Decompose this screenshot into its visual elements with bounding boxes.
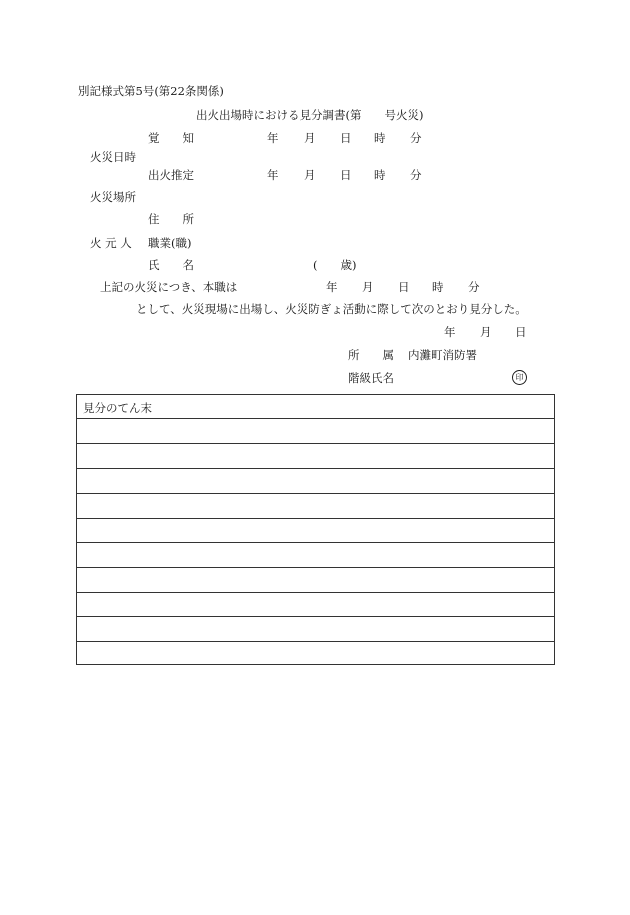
statement-day: 日: [398, 280, 410, 294]
origin-person-label: 火 元 人: [90, 236, 132, 250]
date-day: 日: [515, 325, 527, 339]
discovery-year: 年: [267, 131, 279, 145]
statement-year: 年: [326, 280, 338, 294]
affiliation-value: 内灘町消防署: [408, 348, 477, 362]
estimated-day: 日: [340, 168, 352, 182]
findings-header: [77, 395, 554, 419]
affiliation-label: 所 属: [348, 348, 394, 362]
findings-row[interactable]: [77, 518, 554, 519]
date-month: 月: [480, 325, 492, 339]
discovery-label: 覚 知: [148, 131, 194, 145]
estimated-month: 月: [304, 168, 316, 182]
findings-row[interactable]: [77, 468, 554, 469]
findings-row[interactable]: [77, 616, 554, 617]
estimated-hour: 時: [374, 168, 386, 182]
statement-line2: として、火災現場に出場し、火災防ぎょ活動に際して次のとおり見分した。: [136, 302, 527, 316]
name-label: 氏 名: [148, 258, 194, 272]
findings-row[interactable]: [77, 493, 554, 494]
form-label: 別記様式第5号(第22条関係): [78, 84, 224, 98]
findings-table: [76, 394, 555, 665]
fire-datetime-label: 火災日時: [90, 150, 136, 164]
findings-header-label: 見分のてん末: [83, 401, 152, 415]
age-label: ( 歳): [313, 258, 357, 272]
discovery-hour: 時: [374, 131, 386, 145]
date-year: 年: [444, 325, 456, 339]
statement-month: 月: [362, 280, 374, 294]
occupation-label: 職業(職): [148, 236, 192, 250]
discovery-minute: 分: [410, 131, 422, 145]
statement-hour: 時: [432, 280, 444, 294]
findings-row[interactable]: [77, 542, 554, 543]
findings-row[interactable]: [77, 567, 554, 568]
findings-row[interactable]: [77, 592, 554, 593]
statement-line1: 上記の火災につき、本職は: [100, 280, 238, 294]
findings-row[interactable]: [77, 443, 554, 444]
fire-location-label: 火災場所: [90, 190, 136, 204]
rank-name-label: 階級氏名: [348, 371, 394, 385]
statement-minute: 分: [468, 280, 480, 294]
estimated-minute: 分: [410, 168, 422, 182]
address-label: 住 所: [148, 212, 194, 226]
document-title: 出火出場時における見分調書(第 号火災): [196, 108, 424, 122]
discovery-day: 日: [340, 131, 352, 145]
seal-mark: 印: [512, 370, 527, 385]
estimated-label: 出火推定: [148, 168, 194, 182]
discovery-month: 月: [304, 131, 316, 145]
estimated-year: 年: [267, 168, 279, 182]
findings-row[interactable]: [77, 641, 554, 642]
